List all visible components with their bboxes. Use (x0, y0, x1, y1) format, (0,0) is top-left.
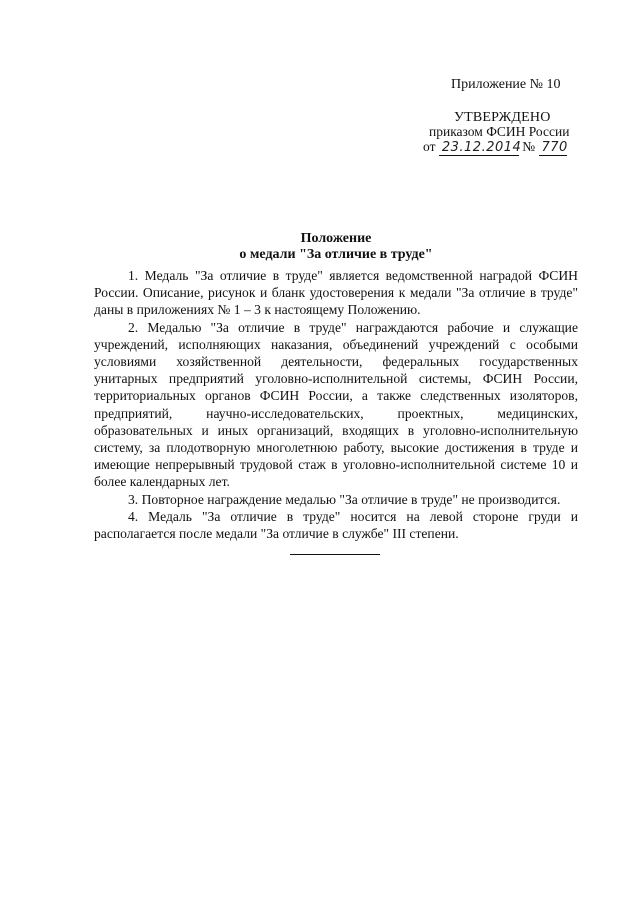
approved-stamp-text: УТВЕРЖДЕНО (454, 110, 551, 125)
order-reference: приказом ФСИН России (429, 124, 570, 139)
paragraph-4: 4. Медаль "За отличие в труде" носится на левой стороне груди и располагается после медали "За отличие в службе" III степени. (94, 508, 578, 542)
handwritten-order-number: 770 (539, 141, 567, 156)
order-date-number-line (423, 139, 567, 156)
title-line-1: Положение (300, 231, 372, 246)
paragraph-1: 1. Медаль "За отличие в труде" является ведомственной наградой ФСИН России. Описание, рисунок и бланк удостоверения к медали "За отличие в труде" даны в приложениях № 1 – 3 к настоящему Положению. (94, 268, 578, 318)
document-body (94, 267, 578, 542)
document-title (0, 231, 640, 263)
title-line-2: о медали "За отличие в труде" (239, 247, 433, 262)
paragraph-2: 2. Медалью "За отличие в труде" награждаются рабочие и служащие учреждений, исполняющих наказания, объединений учреждений с особыми условиями хозяйственной деятельности, федеральных государственных унитарных предприятий уголовно-исполнительной системы, ФСИН России, территориальных органов ФСИН России, а также следственных изоляторов, предприятий, научно-исследовательских, проектных, медицинских, образовательных и иных организаций, входящих в уголовно-исполнительную систему, за плодотворную многолетнюю работу, высокие достижения в труде и имеющие непрерывный трудовой стаж в уголовно-исполнительной системе 10 и более календарных лет. (94, 319, 578, 490)
appendix-label: Приложение № 10 (451, 77, 561, 92)
number-prefix: № (522, 139, 536, 154)
handwritten-date: 23.12.2014 (439, 141, 519, 156)
paragraph-3: 3. Повторное награждение медалью "За отличие в труде" не производится. (128, 491, 561, 507)
end-divider-line (290, 554, 380, 555)
date-prefix: от (423, 139, 436, 154)
